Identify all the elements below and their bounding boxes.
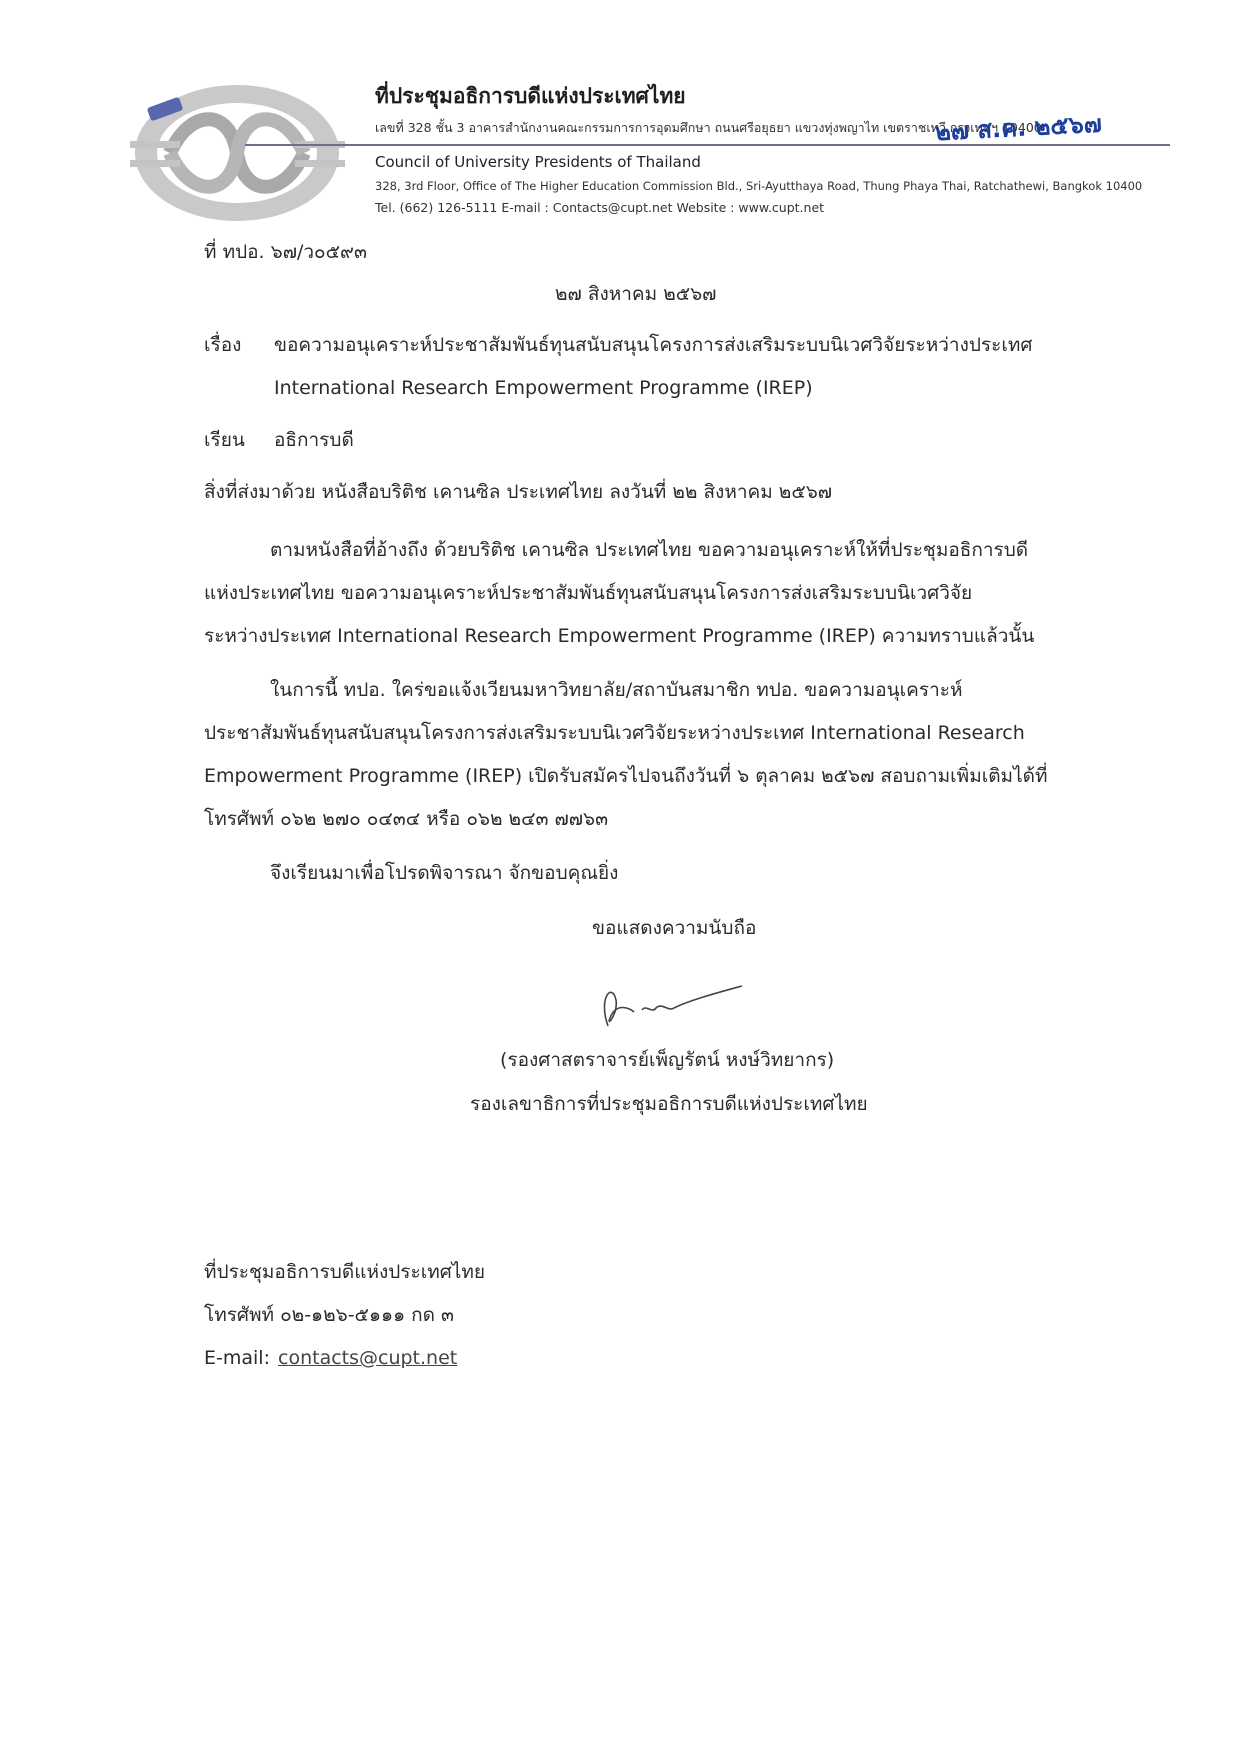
enclosure-line: สิ่งที่ส่งมาด้วย หนังสือบริติช เคานซิล ประเทศไทย ลงวันที่ ๒๒ สิงหาคม ๒๕๖๗ (204, 481, 833, 503)
subject-line-2: International Research Empowerment Programme (IREP) (274, 377, 813, 399)
paragraph-2-line-3: Empowerment Programme (IREP) เปิดรับสมัครไปจนถึงวันที่ ๖ ตุลาคม ๒๕๖๗ สอบถามเพิ่มเติมได้ที่ (204, 765, 1048, 787)
org-name-thai: ที่ประชุมอธิการบดีแห่งประเทศไทย (375, 84, 686, 108)
paragraph-1-line-2: แห่งประเทศไทย ขอความอนุเคราะห์ประชาสัมพันธ์ทุนสนับสนุนโครงการส่งเสริมระบบนิเวศวิจัย (204, 582, 973, 604)
footer-org: ที่ประชุมอธิการบดีแห่งประเทศไทย (204, 1261, 486, 1283)
paragraph-2-line-4: โทรศัพท์ ๐๖๒ ๒๗๐ ๐๔๓๔ หรือ ๐๖๒ ๒๔๓ ๗๗๖๓ (204, 808, 609, 830)
cupt-logo (130, 78, 345, 228)
received-date-stamp: ๒๗ ส.ค. ๒๕๖๗ (934, 109, 1103, 147)
org-address-thai: เลขที่ 328 ชั้น 3 อาคารสำนักงานคณะกรรมการการอุดมศึกษา ถนนศรีอยุธยา แขวงทุ่งพญาไท เขตราชเทวี กรุงเทพฯ 10400 (375, 120, 1042, 135)
org-name-english: Council of University Presidents of Thailand (375, 153, 701, 171)
subject-line-1: ขอความอนุเคราะห์ประชาสัมพันธ์ทุนสนับสนุนโครงการส่งเสริมระบบนิเวศวิจัยระหว่างประเทศ (274, 334, 1033, 356)
reference-number: ที่ ทปอ. ๖๗/ว๐๕๙๓ (204, 241, 367, 263)
handwritten-signature (590, 978, 750, 1038)
signer-title: รองเลขาธิการที่ประชุมอธิการบดีแห่งประเทศไทย (470, 1093, 868, 1115)
recipient-label: เรียน (204, 429, 245, 451)
subject-label: เรื่อง (204, 334, 242, 356)
footer-email-label: E-mail: (204, 1347, 270, 1369)
org-contact-line: Tel. (662) 126-5111 E-mail : Contacts@cupt.net Website : www.cupt.net (375, 200, 825, 215)
signer-name: (รองศาสตราจารย์เพ็ญรัตน์ หงษ์วิทยากร) (500, 1049, 835, 1071)
paragraph-1-line-3: ระหว่างประเทศ International Research Empowerment Programme (IREP) ความทราบแล้วนั้น (204, 625, 1035, 647)
paragraph-2-line-2: ประชาสัมพันธ์ทุนสนับสนุนโครงการส่งเสริมระบบนิเวศวิจัยระหว่างประเทศ International Research (204, 722, 1025, 744)
sign-off: ขอแสดงความนับถือ (592, 917, 757, 939)
org-address-english: 328, 3rd Floor, Office of The Higher Education Commission Bld., Sri-Ayutthaya Road, Thung Phaya Thai, Ratchathewi, Bangkok 10400 (375, 179, 1143, 193)
letter-date: ๒๗ สิงหาคม ๒๕๖๗ (555, 283, 717, 305)
paragraph-1-line-1: ตามหนังสือที่อ้างถึง ด้วยบริติช เคานซิล ประเทศไทย ขอความอนุเคราะห์ให้ที่ประชุมอธิการบดี (270, 539, 1029, 561)
closing-line: จึงเรียนมาเพื่อโปรดพิจารณา จักขอบคุณยิ่ง (270, 862, 619, 884)
footer-phone: โทรศัพท์ ๐๒-๑๒๖-๕๑๑๑ กด ๓ (204, 1304, 455, 1326)
paragraph-2-line-1: ในการนี้ ทปอ. ใคร่ขอแจ้งเวียนมหาวิทยาลัย/สถาบันสมาชิก ทปอ. ขอความอนุเคราะห์ (270, 679, 963, 701)
recipient-value: อธิการบดี (274, 429, 354, 451)
footer-email-link[interactable]: contacts@cupt.net (278, 1347, 458, 1369)
